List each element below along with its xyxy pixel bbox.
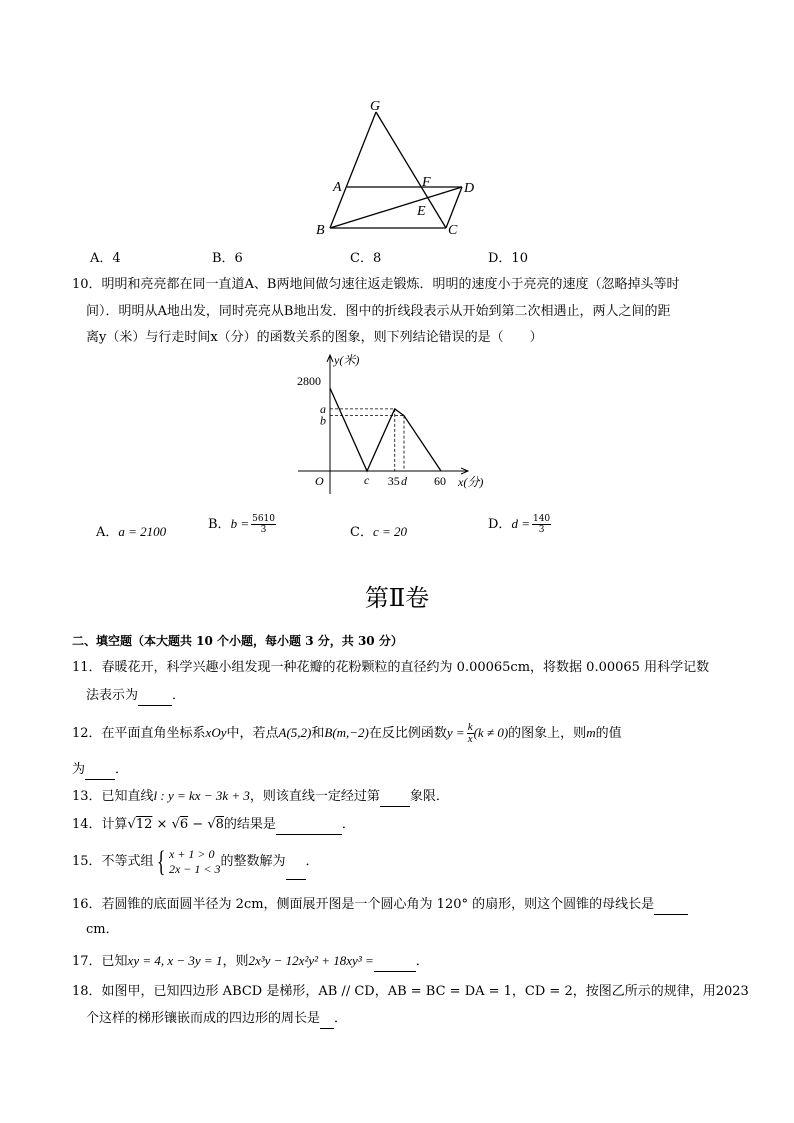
q12-line-2 — [72, 761, 128, 780]
q14-sqrt-12: √12 — [127, 817, 153, 832]
q17-p2: ，则 — [222, 954, 249, 969]
q18-line-2-text: 个这样的梯形镶嵌而成的四边形的周长是 — [86, 1011, 321, 1026]
q10-line-3: 离y（米）与行走时间x（分）的函数关系的图象，则下列结论错误的是（ ） — [86, 330, 543, 345]
x-tick-origin: O — [315, 474, 324, 488]
q10-option-b-fraction — [251, 514, 276, 535]
q12-p5: 的图象上，则 — [508, 726, 587, 741]
q12-m: m — [586, 725, 596, 740]
q10-line-2: 间）．明明从A地出发，同时亮亮从B地出发．图中的折线段表示从开始到第二次相遇止，两人之间的距 — [86, 304, 671, 319]
q10-option-c-expr: c = 20 — [372, 524, 407, 539]
q10-option-b-label: B． — [208, 517, 231, 532]
q16-line-1-text: 16．若圆锥的底面圆半径为 2cm，侧面展开图是一个圆心角为 120° 的扇形，则这个圆锥的母线长是 — [72, 897, 655, 912]
q12-func-cond: (k ≠ 0) — [473, 725, 509, 740]
x-tick-60: 60 — [434, 474, 446, 488]
q11-line-2-text: 法表示为 — [86, 688, 139, 703]
q17-end: ． — [415, 954, 429, 969]
q18-line-1: 18．如图甲，已知四边形 ABCD 是梯形，AB // CD，AB = BC = DA = 1，CD = 2，按图乙所示的规律，用2023 — [72, 984, 749, 999]
q15-answer-blank[interactable] — [286, 845, 306, 880]
q13-line — [72, 787, 449, 807]
q18-line-2 — [86, 1010, 347, 1029]
q10-line-1: 10．明明和亮亮都在同一直道A、B两地间做匀速往返走锻炼．明明的速度小于亮亮的速度（忽略掉头等时 — [72, 277, 680, 292]
point-label-C: C — [448, 223, 458, 238]
q14-minus: − — [188, 817, 208, 832]
q14-line — [72, 816, 355, 835]
q12-func-y: y = — [446, 725, 465, 740]
q12-point-a: A(5,2) — [278, 725, 312, 740]
geometry-figure-q9 — [310, 95, 490, 240]
point-label-B: B — [316, 223, 325, 238]
q16-answer-blank[interactable] — [654, 896, 688, 915]
q14-answer-blank[interactable] — [276, 816, 342, 835]
x-tick-c: c — [364, 473, 370, 487]
q10-option-d — [488, 513, 551, 535]
q14-p2: 的结果是 — [223, 817, 276, 832]
q10-option-a-expr: a = 2100 — [118, 524, 167, 539]
q14-sqrt-6: √6 — [171, 817, 189, 832]
q13-p3: 象限． — [409, 789, 449, 804]
q12-answer-blank[interactable] — [85, 761, 115, 780]
q9-option-b: B．6 — [212, 251, 243, 266]
q18-end: ． — [334, 1011, 348, 1026]
q10-option-d-num: 140 — [532, 514, 551, 524]
function-graph-q10 — [292, 352, 502, 497]
section-title: 第Ⅱ卷 — [364, 584, 430, 612]
q10-option-b-den: 3 — [260, 525, 267, 535]
q14-end: ． — [341, 817, 355, 832]
q12-line-1 — [72, 722, 622, 745]
q12-p2: 中，若点 — [226, 726, 279, 741]
q13-eq: l : y = kx − 3k + 3 — [153, 788, 250, 803]
q9-option-c: C．8 — [350, 251, 382, 266]
q16-line-2: cm． — [86, 922, 119, 937]
q15-p1: 15．不等式组 — [72, 854, 154, 869]
seg-DC — [446, 187, 462, 228]
q10-option-c — [350, 521, 407, 540]
part2-header: 二、填空题（本大题共 10 个小题，每小题 3 分，共 30 分） — [72, 634, 403, 648]
q10-option-b-num: 5610 — [252, 514, 275, 524]
q12-func-den: x — [467, 733, 473, 745]
q14-sqrt-8: √8 — [207, 817, 224, 832]
q13-answer-blank[interactable] — [380, 788, 410, 807]
q11-end: ． — [172, 688, 186, 703]
q11-answer-blank[interactable] — [138, 687, 172, 706]
q15-inequality-system — [154, 844, 221, 878]
q11-line-1: 11．春暖花开，科学兴趣小组发现一种花瓣的花粉颗粒的直径约为 0.00065cm，将数据 0.00065 用科学记数 — [72, 660, 710, 675]
q17-answer-blank[interactable] — [374, 953, 416, 972]
q12-func-num: k — [467, 721, 473, 733]
q15-eq-1: x + 1 > 0 — [168, 846, 215, 861]
point-label-G: G — [370, 99, 381, 114]
q12-line-2-text: 为 — [72, 762, 86, 777]
q17-expr: 2x³y − 12x²y² + 18xy³ = — [248, 953, 374, 968]
q10-option-a — [96, 521, 166, 540]
q14-rad-8: 8 — [215, 817, 224, 832]
q10-option-a-label: A． — [96, 525, 119, 540]
point-label-D: D — [464, 181, 475, 196]
q14-rad-6: 6 — [179, 817, 189, 832]
point-label-E: E — [417, 204, 426, 219]
q16-line-1 — [72, 896, 688, 915]
seg-GB — [330, 112, 376, 228]
q17-p1: 17．已知 — [72, 954, 128, 969]
q12-end: ． — [115, 762, 129, 777]
graph-polyline — [330, 388, 441, 471]
x-tick-d: d — [401, 474, 407, 488]
x-axis-label: x(分) — [458, 475, 484, 489]
q12-p4: 在反比例函数 — [368, 726, 447, 741]
q10-option-c-label: C． — [350, 525, 373, 540]
q13-p1: 13．已知直线 — [72, 789, 154, 804]
q14-times: × — [152, 817, 172, 832]
q12-func-fraction — [467, 722, 474, 745]
q10-option-b-lhs: b = — [230, 516, 250, 531]
y-tick-b: b — [320, 413, 326, 428]
y-axis-label: y(米) — [334, 353, 360, 367]
q12-p3: 和 — [311, 726, 325, 741]
y-tick-2800: 2800 — [297, 374, 321, 389]
q10-option-d-label: D． — [488, 517, 512, 532]
q12-p6: 的值 — [595, 726, 622, 741]
q15-p2: 的整数解为 — [220, 854, 286, 869]
q15-equations — [169, 847, 221, 877]
q10-option-d-lhs: d = — [511, 516, 530, 531]
q18-answer-blank[interactable] — [320, 1010, 334, 1029]
q17-cond: xy = 4, x − 3y = 1 — [127, 953, 223, 968]
q14-p1: 14．计算 — [72, 817, 128, 832]
y-tick-a: a — [320, 401, 326, 416]
point-label-F: F — [422, 175, 431, 190]
q13-p2: ，则该直线一定经过第 — [249, 789, 380, 804]
q15-line — [72, 845, 319, 880]
q15-end: ． — [305, 854, 319, 869]
q9-option-d: D．10 — [488, 251, 528, 266]
x-tick-35: 35 — [387, 474, 400, 488]
q12-xoy: xOy — [205, 725, 227, 740]
q10-option-b — [208, 513, 276, 535]
q15-brace: { — [156, 844, 166, 878]
q11-line-2 — [86, 687, 185, 706]
q10-option-d-fraction — [532, 514, 551, 535]
point-label-A: A — [333, 180, 342, 195]
q12-p1: 12．在平面直角坐标系 — [72, 726, 206, 741]
q14-rad-12: 12 — [135, 817, 153, 832]
q12-point-b: B(m,−2) — [324, 725, 369, 740]
q17-line — [72, 952, 429, 972]
q15-eq-2: 2x − 1 < 3 — [168, 861, 221, 876]
q9-option-a: A．4 — [90, 251, 121, 266]
q10-option-d-den: 3 — [538, 525, 545, 535]
